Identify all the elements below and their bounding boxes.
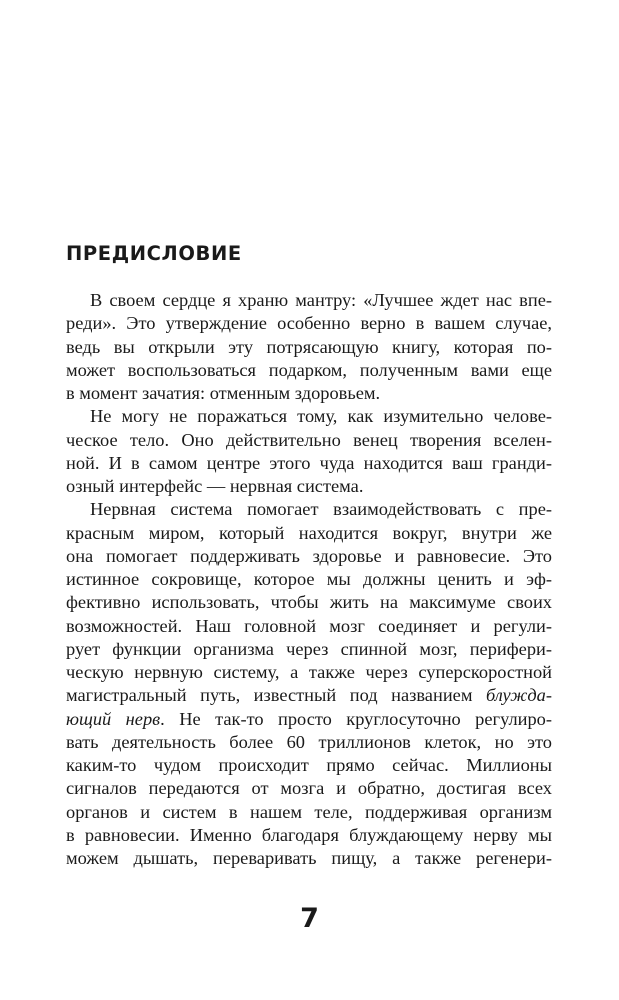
text-line: может воспользоваться подарком, полученным вами еще [66,359,552,380]
chapter-heading: ПРЕДИСЛОВИЕ [66,242,242,265]
text-line: Не могу не поражаться тому, как изумительно челове- [90,406,552,427]
text-line: истинное сокровище, которое мы должны ценить и эф- [66,569,552,589]
text-line: ческую нервную систему, а также через суперскоростной [66,662,552,682]
page-number: 7 [300,903,319,934]
text-line: каким-то чудом происходит прямо сейчас. Миллионы [66,755,552,775]
text-line: в равновесии. Именно благодаря блуждающему нерву мы [66,824,552,845]
text-line: ведь вы открыли эту потрясающую книгу, которая по- [66,336,552,357]
text-line: в момент зачатия: отменным здоровьем. [66,383,381,403]
text-line: она помогает поддерживать здоровье и равновесие. Это [66,545,552,566]
text-line-mixed [66,708,552,731]
text-line: вать деятельность более 60 триллионов клеток, но это [66,731,552,752]
body-text [66,289,552,870]
text-line: ческое тело. Оно действительно венец творения вселен- [66,429,552,450]
italic-term: ющий нерв [66,708,161,729]
text-line: Нервная система помогает взаимодействовать с пре- [90,499,552,520]
text-line: озный интерфейс — нервная система. [66,476,364,496]
text-line: органов и систем в нашем теле, поддерживая организм [66,801,552,822]
text-line: фективно использовать, чтобы жить на максимуме своих [66,592,552,613]
text-segment: магистральный путь, известный под названием [66,685,473,706]
text-line: красным миром, который находится вокруг, внутри же [66,522,552,543]
text-line: можем дышать, переваривать пищу, а также регенери- [66,848,552,868]
text-line-mixed [66,684,552,707]
text-line: сигналов передаются от мозга и обратно, достигая всех [66,778,552,799]
text-segment: . Не так-то просто круглосуточно регулиро- [160,708,552,729]
italic-term: блужда- [485,685,552,706]
text-line: ной. И в самом центре этого чуда находится ваш гранди- [66,452,552,473]
text-line: рует функции организма через спинной мозг, перифери- [66,638,552,659]
text-line: В своем сердце я храню мантру: «Лучшее ждет нас впе- [90,290,552,310]
text-line: реди». Это утверждение особенно верно в вашем случае, [66,313,552,334]
text-line: возможностей. Наш головной мозг соединяет и регули- [66,615,552,636]
